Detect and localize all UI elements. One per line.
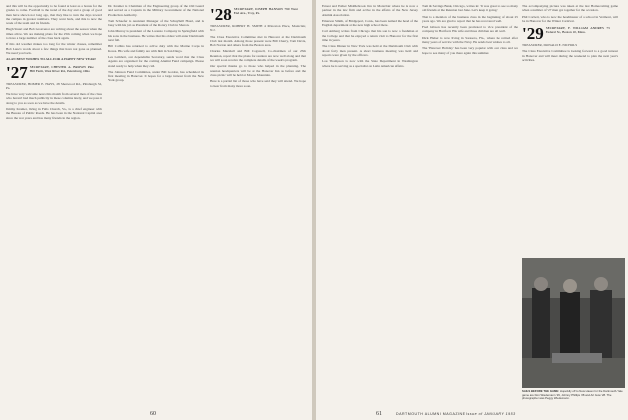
class-heading-28: [210, 7, 306, 23]
paragraph: Jimmy Kramer, living in Falls Church, Va., is a chief engineer with the Bureau of Public Roads. He has been in the National Capital area since the war years and has many friends in the region.: [6, 107, 102, 120]
class-secretary: SECRETARY, F. WILLIAM ANDRES 73 Federal St., Boston 10, Mass.: [545, 26, 610, 35]
class-heading-29: [522, 26, 618, 42]
left-column-3: [210, 4, 306, 90]
paragraph: Ernest and Esther Middlebrook live in Montclair where he is now a partner in the law firm and active in the affairs of the New Jersey Alumni Association.: [322, 4, 418, 17]
paragraph: The Class Executive Committee is looking forward to a good turnout in Hanover and will meet during the weekend to plan the next year's activities.: [522, 49, 618, 63]
left-column-1: [6, 4, 102, 122]
paragraph: Dick Huber is now living in Sarasota, Fla., where he retired after many years of service with the Navy. He sends best wishes to all.: [422, 35, 518, 45]
class-treasurer: TREASURER, DONALD E. NICHOLS: [522, 43, 578, 48]
right-column-2: [422, 4, 518, 57]
paragraph: If this old weather makes too long for the winter classes, remember Bob Lane's words about a few things that have not gone as planned. We need you back.: [6, 42, 102, 55]
paragraph: The Class Executive Committee met in Hanover at the Dartmouth Club last month. Among those present were Bill Cherry, Tom Davis, Bob Norton and others from the Boston area.: [210, 34, 306, 48]
paragraph: Bill Collins has returned to active duty with the Marine Corps in Korea. His wife and family are with him in San Diego.: [108, 44, 204, 53]
class-secretary: SECRETARY, JOSEPH HANSON 790 West End Ave., Troy, Pa.: [233, 7, 298, 16]
class-year: '27: [6, 62, 28, 82]
caption-lead: SAILS BEFORE THE GAME:: [522, 389, 560, 393]
paragraph: Tom Schaefer is Assistant Manager of the Schuylkill Hotel, and is busy with his job as President of the Rotary Club in Sharon.: [108, 18, 204, 28]
class-year: '28: [210, 5, 232, 24]
class-heading-27: [6, 62, 102, 82]
footer-magazine: DARTMOUTH ALUMNI MAGAZINE: [396, 412, 466, 416]
paragraph: Lou Thompson is now with the State Department in Washington where he is serving as a specialist on Latin American affairs.: [322, 59, 418, 68]
right-page: [316, 0, 628, 420]
paragraph: and this will be the opportunity to be found at least as a bonus for the grades to come. Football is the trend of the day and a group of good men have shown not long ago, that they like to turn the days toward the campus in greater numbers. They went back, and this is now the week of the team and its friends.: [6, 4, 102, 26]
class-treasurer: TREASURER, HOMER E. HAYS, 28 Sherwood Rd., Pittsburgh 32, Pa.: [6, 81, 102, 90]
paragraph: Emerson Smith, of Bridgeport, Conn., has been named the head of the English department at the new high school there.: [322, 18, 418, 28]
page-number: 60: [150, 411, 156, 417]
caption-text: Hopefully off to New Haven for the Dartmouth-Yale game are Don Wiedemann '29, Johnny Phillips '28 and Art Gow '28. The photographer was Peggy Wiedemann.: [522, 389, 623, 400]
paragraph: Fred Gibson has recently been promoted to vice president of the company in Hartford. His wife and three children are all well.: [422, 25, 518, 34]
paragraph: The accompanying picture was taken at the last Homecoming game when a number of '27 men got together for the occasion.: [522, 4, 618, 13]
paragraph: The Johnson Fund Committee, under Bill Gordon, has scheduled its first meeting in Hanover. It hopes for a large turnout from the New York group.: [108, 69, 204, 83]
paragraph: Les Lambert, our dependable Secretary, sends word that the Class Agents are organized for the coming Alumni Fund campaign. Please stand ready to help when they call.: [108, 54, 204, 68]
class-year: '29: [522, 24, 544, 44]
right-column-1: [322, 4, 418, 70]
paragraph: Hugh Stuart and Bob Grosvenor are writing about the season when the times allow. We are making plans for the 25th coming when we hope to have a large number of the class back again.: [6, 27, 102, 41]
paragraph: Here is a partial list of those who have said they will attend. We hope to hear from many more soon.: [210, 79, 306, 88]
photo-caption: [522, 390, 625, 401]
paragraph: The Class Dinner in New York was held at the Dartmouth Club with about forty men present. A short business meeting was held and reports were given by the officers.: [322, 44, 418, 57]
page-number: 61: [376, 411, 382, 417]
class-secretary: SECRETARY, CHESTER A. BROWN Pine Hill Farm, West River Rd., Petersburg, Ohio: [29, 64, 94, 73]
class-treasurer: TREASURER, ROBERT H. SMITH 4 Princeton Place, Montclair, N.J.: [210, 24, 306, 33]
photo-image: [522, 258, 625, 388]
left-column-2: [108, 4, 204, 85]
footer-issue: Issue of JANUARY 1953: [466, 412, 516, 416]
paragraph: The 'Hanover Holiday' has been very popular with our class and we hope to see many of you there again this summer.: [422, 46, 518, 55]
left-page: [0, 0, 312, 420]
paragraph: Phil Corbett, who is now the headmaster of a school in Vermont, will be in Hanover for the Winter Carnival.: [522, 14, 618, 23]
paragraph: Charles Marshall and Bill Cogswell, Co-chairmen of our 25th Reunion, report that the plans for reunion are now well along and that we will soon receive the complete details of the week's program.: [210, 49, 306, 63]
paragraph: Dr. Kramer is Chairman of the Engineering group of the Old Guard and served as a Captain in the Military Government of the National Production Authority.: [108, 4, 204, 17]
paragraph: Carl Amberg writes from Chicago that his son is now a freshman at the College and that he enjoyed a return visit to Hanover for the first time in years.: [322, 29, 418, 43]
paragraph: ALAN BEST WISHES TO ALL FOR A HAPPY NEW YEAR!: [6, 57, 96, 62]
paragraph: We have very welcome news this month from several men of the class who haven't had much publicity in these columns lately, and we pass it along to you as soon as we have the details.: [6, 92, 102, 105]
paragraph: That is a mention of the business class in the beginning of about 25 years ago. We are glad to report that he has recovered well.: [422, 14, 518, 23]
class-photo: [522, 258, 625, 388]
right-column-3: [522, 4, 618, 254]
paragraph: Our special thanks go to those who helped in the planning. The reunion headquarters will be at the Hanover Inn as before and the class picnic will be held at Moose Mountain.: [210, 64, 306, 77]
paragraph: Tom & Savings Bank, Chicago, writes in: 'It was great to see so many old friends at the Reunion last June. Let's keep it going.': [422, 4, 518, 13]
paragraph: John Murray is president of the Lorenzo Company in Springfield with his sons in the business. He writes that his oldest will enter Dartmouth next fall.: [108, 29, 204, 43]
